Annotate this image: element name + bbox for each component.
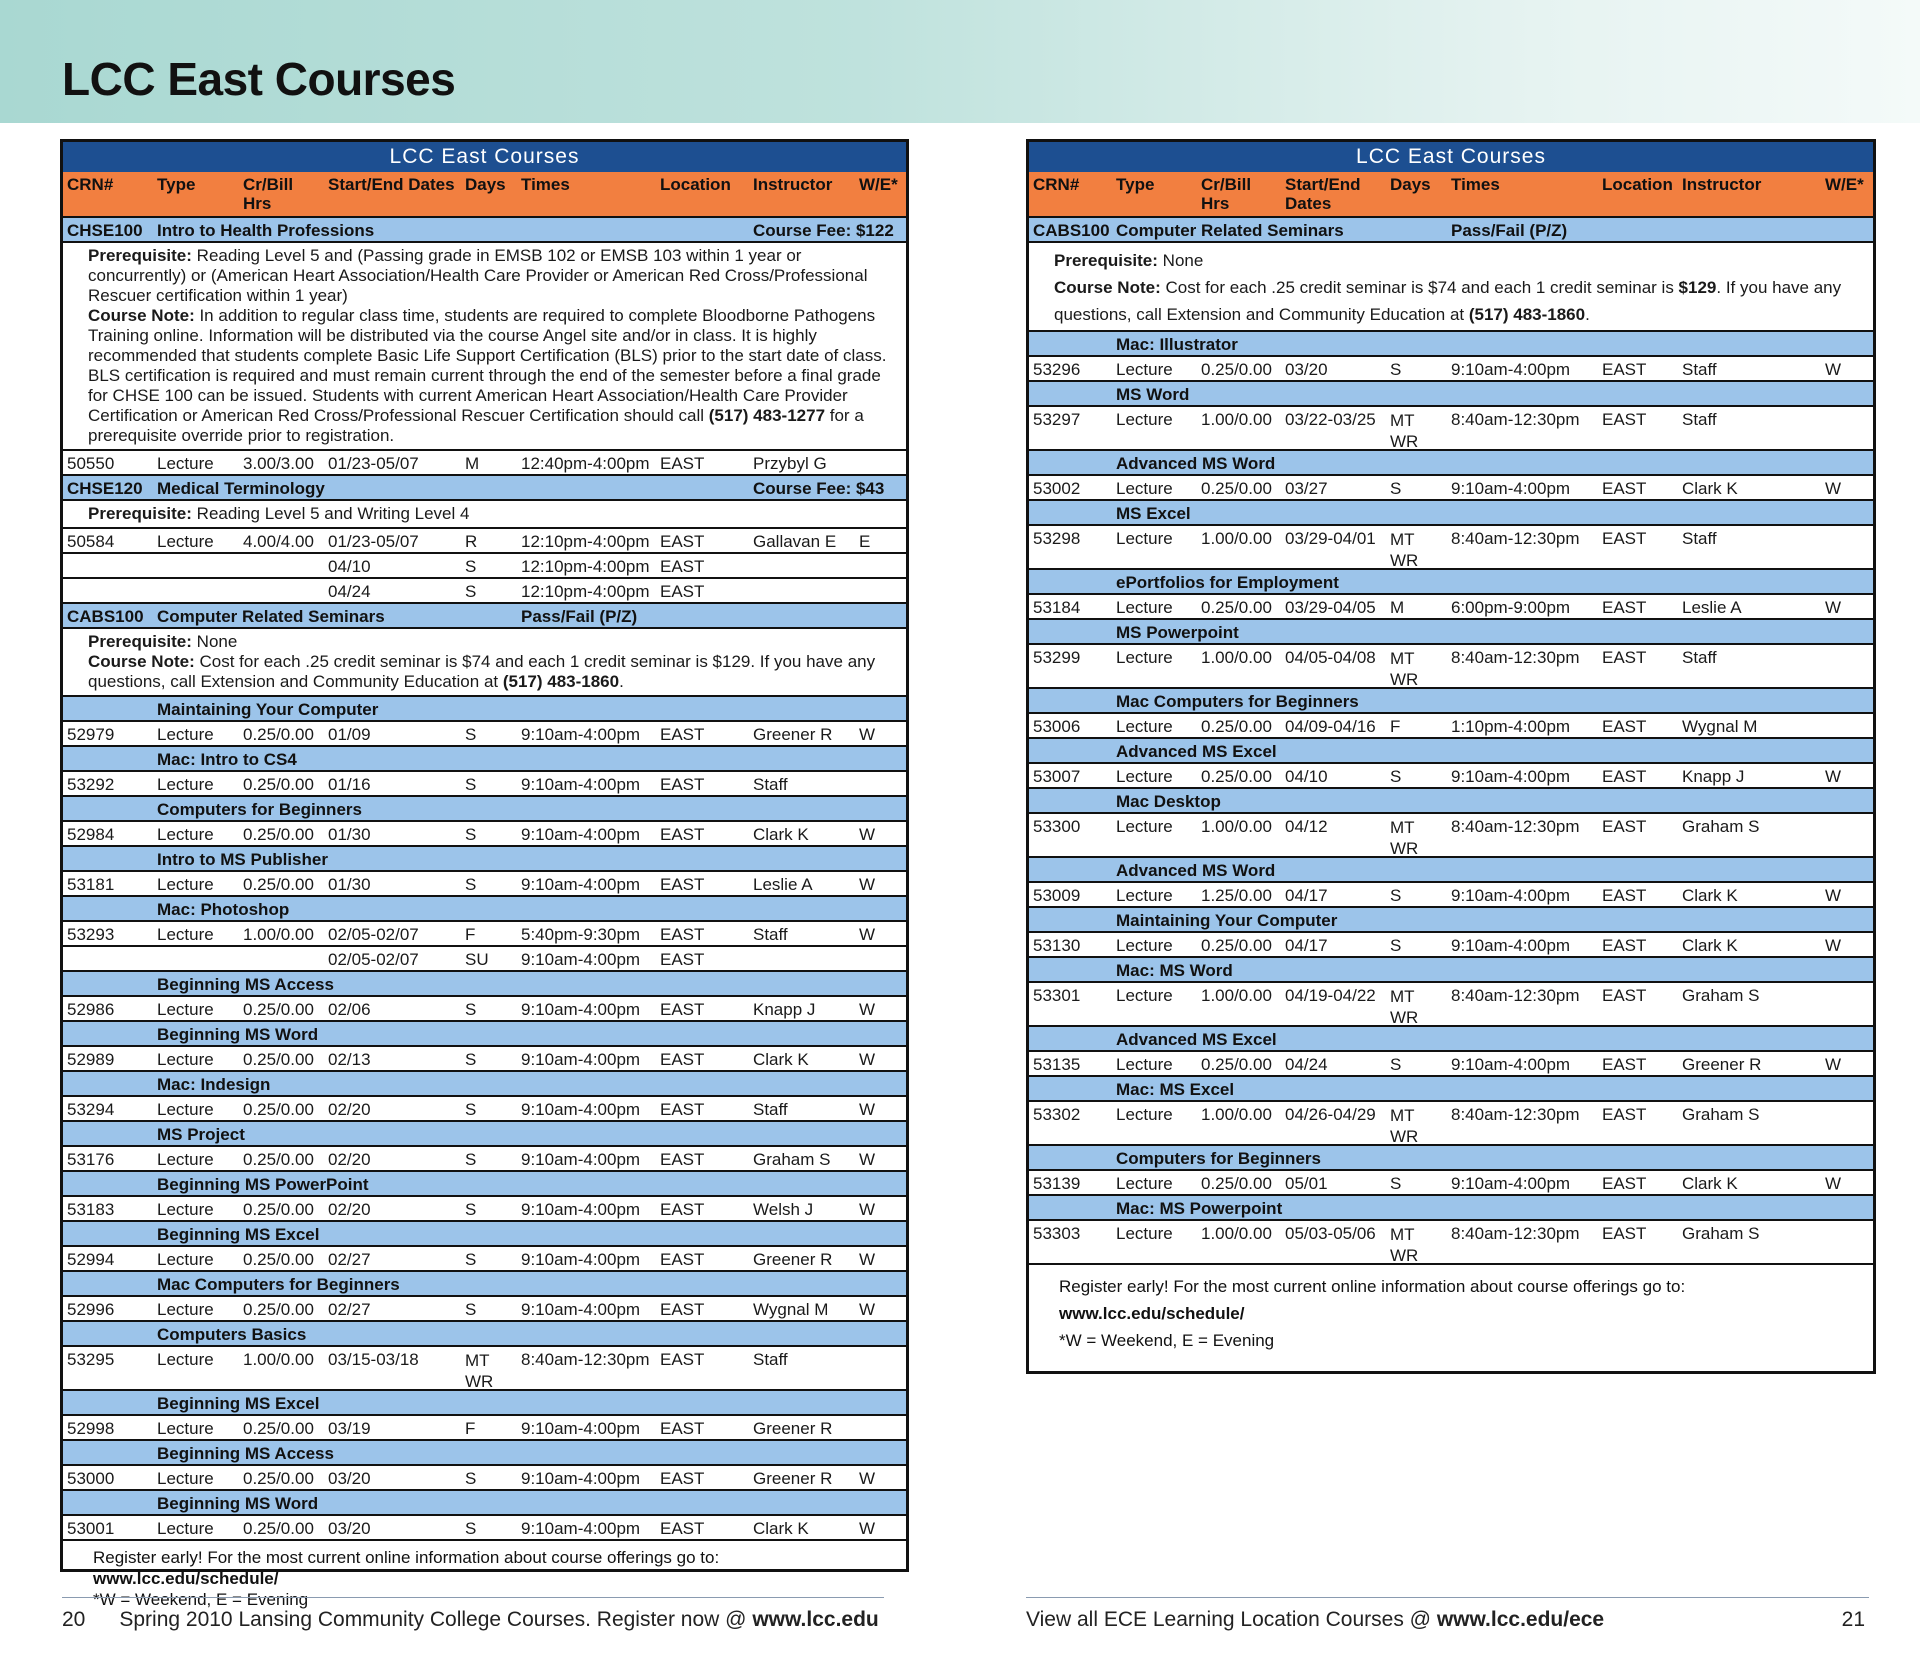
table-row: 53301 Lecture 1.00/0.00 04/19-04/22 MT WR 8:40am-12:30pm EAST Graham S — [1029, 983, 1873, 1027]
table-row: 53000 Lecture 0.25/0.00 03/20 S 9:10am-4:00pm EAST Greener R W — [63, 1466, 906, 1491]
table-row: 53296 Lecture 0.25/0.00 03/20 S 9:10am-4:00pm EAST Staff W — [1029, 357, 1873, 382]
seminar-title: Mac: Intro to CS4 — [63, 747, 906, 772]
table-row: 52994 Lecture 0.25/0.00 02/27 S 9:10am-4:00pm EAST Greener R W — [63, 1247, 906, 1272]
seminar-title: Beginning MS Excel — [63, 1222, 906, 1247]
table-row: 53006 Lecture 0.25/0.00 04/09-04/16 F 1:10pm-4:00pm EAST Wygnal M — [1029, 714, 1873, 739]
course-note-chse120: Prerequisite: Reading Level 5 and Writing Level 4 — [63, 501, 906, 529]
footer-link[interactable]: www.lcc.edu — [752, 1608, 879, 1631]
page-footer-left: 20 Spring 2010 Lansing Community College Courses. Register now @ www.lcc.edu — [62, 1597, 884, 1632]
seminar-title: Computers Basics — [63, 1322, 906, 1347]
col-days: Days — [465, 175, 506, 194]
table-header: CRN# Type Cr/Bill Hrs Start/End Dates Days Times Location Instructor W/E* — [1029, 172, 1873, 218]
table-footnote: Register early! For the most current online information about course offerings go to: www.lcc.edu/schedule/ *W = Weekend, E = Evening — [1059, 1277, 1686, 1350]
table-row: 53135 Lecture 0.25/0.00 04/24 S 9:10am-4:00pm EAST Greener R W — [1029, 1052, 1873, 1077]
table-row: 52984 Lecture 0.25/0.00 01/30 S 9:10am-4:00pm EAST Clark K W — [63, 822, 906, 847]
table-row: 53302 Lecture 1.00/0.00 04/26-04/29 MT WR 8:40am-12:30pm EAST Graham S — [1029, 1102, 1873, 1146]
table-row: 02/05-02/07 SU 9:10am-4:00pm EAST — [63, 947, 906, 972]
table-row: 53176 Lecture 0.25/0.00 02/20 S 9:10am-4:00pm EAST Graham S W — [63, 1147, 906, 1172]
seminar-title: Mac Computers for Beginners — [63, 1272, 906, 1297]
seminar-title: Maintaining Your Computer — [63, 697, 906, 722]
seminar-title: Beginning MS Excel — [63, 1391, 906, 1416]
seminar-title: Beginning MS Access — [63, 972, 906, 997]
course-header-chse100: CHSE100 Intro to Health Professions Course Fee: $122 — [63, 218, 906, 243]
course-header-cabs100: CABS100 Computer Related Seminars Pass/Fail (P/Z) — [1029, 218, 1873, 243]
seminar-title: ePortfolios for Employment — [1029, 570, 1873, 595]
table-title: LCC East Courses — [63, 142, 906, 172]
seminar-title: Mac: Indesign — [63, 1072, 906, 1097]
table-row: 53130 Lecture 0.25/0.00 04/17 S 9:10am-4:00pm EAST Clark K W — [1029, 933, 1873, 958]
table-row: 53292 Lecture 0.25/0.00 01/16 S 9:10am-4:00pm EAST Staff — [63, 772, 906, 797]
table-row: 52998 Lecture 0.25/0.00 03/19 F 9:10am-4:00pm EAST Greener R — [63, 1416, 906, 1441]
seminar-title: Maintaining Your Computer — [1029, 908, 1873, 933]
seminar-title: Intro to MS Publisher — [63, 847, 906, 872]
table-row: 50550 Lecture 3.00/3.00 01/23-05/07 M 12:40pm-4:00pm EAST Przybyl G — [63, 451, 906, 476]
seminar-title: MS Powerpoint — [1029, 620, 1873, 645]
seminar-title: Beginning MS Word — [63, 1491, 906, 1516]
table-row: 53001 Lecture 0.25/0.00 03/20 S 9:10am-4:00pm EAST Clark K W — [63, 1516, 906, 1541]
table-row: 52979 Lecture 0.25/0.00 01/09 S 9:10am-4:00pm EAST Greener R W — [63, 722, 906, 747]
table-row: 53300 Lecture 1.00/0.00 04/12 MT WR 8:40am-12:30pm EAST Graham S — [1029, 814, 1873, 858]
seminar-title: MS Word — [1029, 382, 1873, 407]
table-row: 53181 Lecture 0.25/0.00 01/30 S 9:10am-4:00pm EAST Leslie A W — [63, 872, 906, 897]
seminar-title: Mac: MS Excel — [1029, 1077, 1873, 1102]
course-note-chse100: Prerequisite: Reading Level 5 and (Passing grade in EMSB 102 or EMSB 103 within 1 year or concurrently) or (American Heart Association/Health Care Provider or American Red Cross/Professional Rescuer certification within 1 year) Course Note: In addition to regular class time, students are required to complete Bloodborne Pathogens Training online. Information will be distributed via the course Angel site and/or in class. It is highly recommended that students complete Basic Life Support Certification (BLS) prior to the start date of class. BLS certification is required and must remain current through the end of the semester before a final grade for CHSE 100 can be issued. Students with current American Heart Association/Health Care Provider Certification or American Red Cross/Professional Rescuer Certification should call (517) 483-1277 for a prerequisite override prior to registration. — [63, 243, 906, 451]
table-row: 52986 Lecture 0.25/0.00 02/06 S 9:10am-4:00pm EAST Knapp J W — [63, 997, 906, 1022]
seminar-title: Beginning MS Access — [63, 1441, 906, 1466]
seminar-title: Beginning MS Word — [63, 1022, 906, 1047]
table-row: 53294 Lecture 0.25/0.00 02/20 S 9:10am-4:00pm EAST Staff W — [63, 1097, 906, 1122]
col-we: W/E* — [859, 175, 898, 194]
course-table-left — [60, 139, 909, 1609]
seminar-title: Mac Desktop — [1029, 789, 1873, 814]
col-times: Times — [521, 175, 570, 194]
table-row: 53007 Lecture 0.25/0.00 04/10 S 9:10am-4:00pm EAST Knapp J W — [1029, 764, 1873, 789]
table-row: 53183 Lecture 0.25/0.00 02/20 S 9:10am-4:00pm EAST Welsh J W — [63, 1197, 906, 1222]
col-dates: Start/End Dates — [328, 175, 455, 194]
page-footer-right: View all ECE Learning Location Courses @ www.lcc.edu/ece 21 — [1026, 1597, 1869, 1632]
course-header-cabs100: CABS100 Computer Related Seminars Pass/Fail (P/Z) — [63, 604, 906, 629]
table-row: 04/24 S 12:10pm-4:00pm EAST — [63, 579, 906, 604]
table-footnote: Register early! For the most current online information about course offerings go to: www.lcc.edu/schedule/ *W = Weekend, E = Evening — [93, 1548, 720, 1609]
table-row: 52996 Lecture 0.25/0.00 02/27 S 9:10am-4:00pm EAST Wygnal M W — [63, 1297, 906, 1322]
seminar-title: Mac: MS Powerpoint — [1029, 1196, 1873, 1221]
course-header-chse120: CHSE120 Medical Terminology Course Fee: $43 — [63, 476, 906, 501]
table-row: 53299 Lecture 1.00/0.00 04/05-04/08 MT WR 8:40am-12:30pm EAST Staff — [1029, 645, 1873, 689]
seminar-title: Beginning MS PowerPoint — [63, 1172, 906, 1197]
col-location: Location — [660, 175, 731, 194]
table-row: 53295 Lecture 1.00/0.00 03/15-03/18 MT WR 8:40am-12:30pm EAST Staff — [63, 1347, 906, 1391]
table-row: 50584 Lecture 4.00/4.00 01/23-05/07 R 12:10pm-4:00pm EAST Gallavan E E — [63, 529, 906, 554]
seminar-title: Mac: Photoshop — [63, 897, 906, 922]
table-row: 53293 Lecture 1.00/0.00 02/05-02/07 F 5:40pm-9:30pm EAST Staff W — [63, 922, 906, 947]
table-row: 53298 Lecture 1.00/0.00 03/29-04/01 MT WR 8:40am-12:30pm EAST Staff — [1029, 526, 1873, 570]
table-row: 53009 Lecture 1.25/0.00 04/17 S 9:10am-4:00pm EAST Clark K W — [1029, 883, 1873, 908]
table-row: 53139 Lecture 0.25/0.00 05/01 S 9:10am-4:00pm EAST Clark K W — [1029, 1171, 1873, 1196]
table-header — [63, 172, 906, 218]
seminar-title: Mac: Illustrator — [1029, 332, 1873, 357]
course-table-right — [1026, 139, 1876, 1374]
col-type: Type — [157, 175, 196, 194]
footer-link[interactable]: www.lcc.edu/ece — [1436, 1608, 1605, 1631]
seminar-title: Advanced MS Word — [1029, 858, 1873, 883]
seminar-title: Advanced MS Excel — [1029, 739, 1873, 764]
table-title: LCC East Courses — [1029, 142, 1873, 172]
table-row: 52989 Lecture 0.25/0.00 02/13 S 9:10am-4:00pm EAST Clark K W — [63, 1047, 906, 1072]
table-row: 53184 Lecture 0.25/0.00 03/29-04/05 M 6:00pm-9:00pm EAST Leslie A W — [1029, 595, 1873, 620]
seminar-title: Mac: MS Word — [1029, 958, 1873, 983]
col-crbill: Cr/Bill — [243, 175, 294, 194]
col-crn: CRN# — [67, 175, 114, 194]
seminar-title: Computers for Beginners — [1029, 1146, 1873, 1171]
seminar-title: Mac Computers for Beginners — [1029, 689, 1873, 714]
col-hrs: Hrs — [243, 194, 272, 213]
table-row: 53297 Lecture 1.00/0.00 03/22-03/25 MT WR 8:40am-12:30pm EAST Staff — [1029, 407, 1873, 451]
table-row: 04/10 S 12:10pm-4:00pm EAST — [63, 554, 906, 579]
col-instructor: Instructor — [753, 175, 833, 194]
course-note-cabs100: Prerequisite: None Course Note: Cost for each .25 credit seminar is $74 and each 1 credit seminar is $129. If you have any questions, call Extension and Community Education at (517) 483-1860. — [1029, 243, 1873, 332]
table-row: 53303 Lecture 1.00/0.00 05/03-05/06 MT WR 8:40am-12:30pm EAST Graham S — [1029, 1221, 1873, 1265]
table-row: 53002 Lecture 0.25/0.00 03/27 S 9:10am-4:00pm EAST Clark K W — [1029, 476, 1873, 501]
seminar-title: Advanced MS Excel — [1029, 1027, 1873, 1052]
seminar-title: MS Project — [63, 1122, 906, 1147]
page-title: LCC East Courses — [62, 53, 456, 105]
seminar-title: MS Excel — [1029, 501, 1873, 526]
seminar-title: Computers for Beginners — [63, 797, 906, 822]
seminar-title: Advanced MS Word — [1029, 451, 1873, 476]
course-note-cabs100: Prerequisite: None Course Note: Cost for each .25 credit seminar is $74 and each 1 credit seminar is $129. If you have any questions, call Extension and Community Education at (517) 483-1860. — [63, 629, 906, 697]
